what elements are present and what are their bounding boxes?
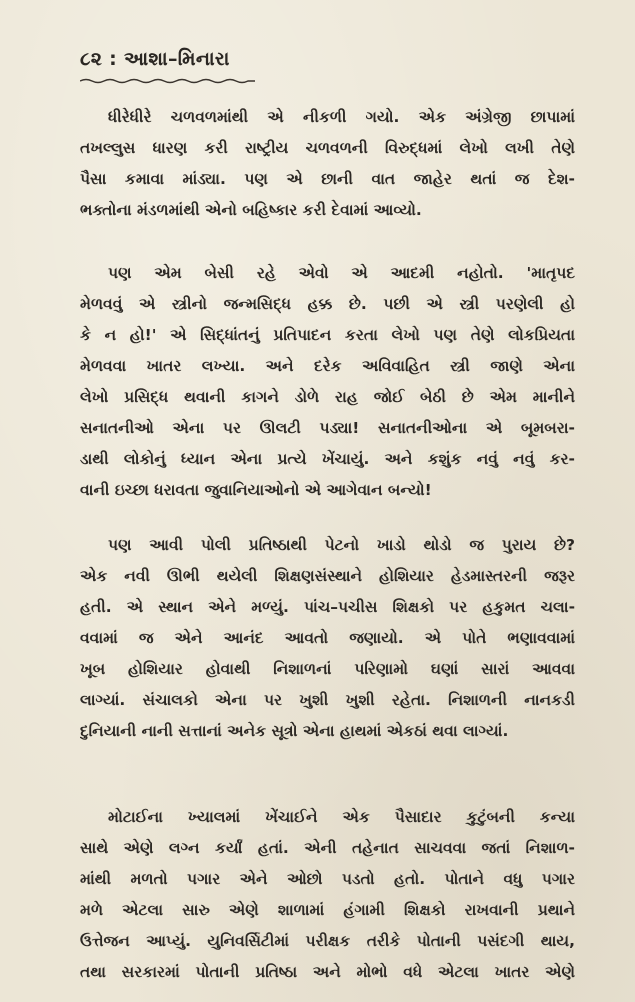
text-line: તખલ્લુસ ધારણ કરી રાષ્ટ્રીય ચળવળની વિરુદ્ધમાં લેખો લખી તેણે — [80, 139, 575, 157]
text-line: એક નવી ઊભી થયેલી શિક્ષણસંસ્થાને હોશિયાર હેડમાસ્તરની જરૂર — [80, 567, 575, 585]
text-line: માંથી મળતો પગાર એને ઓછો પડતો હતો. પોતાને વધુ પગાર — [80, 870, 575, 888]
text-line: મળે એટલા સારુ એણે શાળામાં હંગામી શિક્ષકો રાખવાની પ્રથાને — [80, 901, 575, 919]
text-line: ધીરેધીરે ચળવળમાંથી એ નીકળી ગયો. એક અંગ્રેજી છાપામાં — [108, 108, 575, 126]
text-line: ડાથી લોકોનું ધ્યાન એના પ્રત્યે ખેંચાયું. અને કશુંક નવું નવું કર- — [80, 450, 575, 468]
text-line: સાથે એણે લગ્ન કર્યાં હતાં. એની તહેનાત સાચવવા જતાં નિશાળ- — [80, 839, 575, 857]
text-line: વવામાં જ એને આનંદ આવતો જણાયો. એ પોતે ભણાવવામાં — [80, 629, 575, 647]
paragraph-2 — [80, 258, 575, 506]
text-line: લાગ્યાં. સંચાલકો એના પર ખુશી ખુશી રહેતા. નિશાળની નાનકડી — [80, 691, 575, 709]
text-line: ઉત્તેજન આપ્યું. યુનિવર્સિટીમાં પરીક્ષક તરીકે પોતાની પસંદગી થાય, — [80, 932, 575, 950]
text-line: મેળવવા ખાતર લખ્યા. અને દરેક અવિવાહિત સ્ત્રી જાણે એના — [80, 357, 575, 375]
text-line: મેળવવું એ સ્ત્રીનો જન્મસિદ્ધ હક્ક છે. પછી એ સ્ત્રી પરણેલી હો — [80, 295, 575, 313]
header-underline-ornament — [80, 78, 255, 84]
text-line: ભક્તોના મંડળમાંથી એનો બહિષ્કાર કરી દેવામાં આવ્યો. — [80, 201, 422, 219]
text-line: ખૂબ હોશિયાર હોવાથી નિશાળનાં પરિણામો ઘણાં સારાં આવવા — [80, 660, 575, 678]
text-line: વાની ઇચ્છા ધરાવતા જુવાનિયાઓનો એ આગેવાન બન્યો! — [80, 481, 432, 499]
text-line: પણ આવી પોલી પ્રતિષ્ઠાથી પેટનો ખાડો થોડો જ પુરાય છે? — [108, 536, 575, 554]
text-line: દુનિયાની નાની સત્તાનાં અનેક સૂત્રો એના હાથમાં એકઠાં થવા લાગ્યાં. — [80, 722, 509, 740]
running-header — [80, 48, 230, 70]
header-separator: : — [102, 48, 124, 70]
text-line: હતી. એ સ્થાન એને મળ્યું. પાંચ–પચીસ શિક્ષકો પર હકુમત ચલા- — [80, 598, 575, 616]
text-line: તથા સરકારમાં પોતાની પ્રતિષ્ઠા અને મોભો વધે એટલા ખાતર એણે — [80, 963, 575, 981]
paragraph-4 — [80, 802, 575, 988]
text-line: પણ એમ બેસી રહે એવો એ આદમી નહોતો. 'માતૃપદ — [108, 264, 575, 282]
paragraph-1 — [80, 102, 575, 226]
text-line: કે ન હો!' એ સિદ્ધાંતનું પ્રતિપાદન કરતા લેખો પણ તેણે લોકપ્રિયતા — [80, 326, 575, 344]
text-line: પૈસા કમાવા માંડ્યા. પણ એ છાની વાત જાહેર થતાં જ દેશ- — [80, 170, 575, 188]
paragraph-3 — [80, 530, 575, 747]
text-line: લેખો પ્રસિદ્ધ થવાની કાગને ડોળે રાહ જોઈ બેઠી છે એમ માનીને — [80, 388, 575, 406]
chapter-title: આશા–મિનારા — [123, 48, 230, 70]
text-line: સનાતનીઓ એના પર ઊલટી પડ્યા! સનાતનીઓના એ બૂમબરા- — [80, 419, 575, 437]
page-number: ૮૨ — [80, 48, 103, 70]
text-line: મોટાઈના ખ્યાલમાં ખેંચાઈને એક પૈસાદાર કુટુંબની કન્યા — [108, 808, 575, 826]
